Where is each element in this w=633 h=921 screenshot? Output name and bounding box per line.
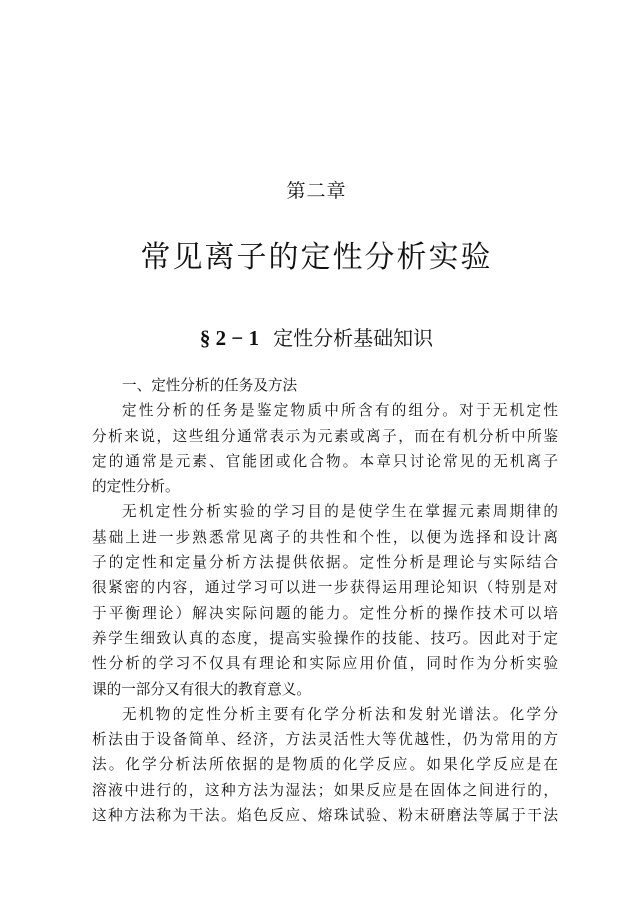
paragraph-line: 很紧密的内容，通过学习可以进一步获得运用理论知识（特别是对: [92, 579, 558, 597]
paragraph-line: 基础上进一步熟悉常见离子的共性和个性，以便为选择和设计离: [92, 528, 558, 546]
paragraph-line: 课的一部分又有很大的教育意义。: [92, 680, 311, 698]
paragraph-line: 法。化学分析法所依据的是物质的化学反应。如果化学反应是在: [92, 756, 558, 774]
chapter-title: 常见离子的定性分析实验: [140, 240, 493, 275]
subheading: 一、定性分析的任务及方法: [122, 377, 298, 394]
section-heading: [0, 322, 633, 351]
paragraph-line: 子的定性和定量分析方法提供依据。定性分析是理论与实际结合: [92, 554, 558, 572]
paragraph-line: 分析来说，这些组分通常表示为元素或离子，而在有机分析中所鉴: [92, 427, 558, 445]
section-number: § 2 − 1: [199, 326, 260, 350]
paragraph-line: 溶液中进行的，这种方法为湿法；如果反应是在固体之间进行的，: [92, 781, 558, 799]
body-text: [92, 373, 558, 828]
paragraph-line: 无机物的定性分析主要有化学分析法和发射光谱法。化学分: [122, 705, 558, 723]
chapter-label: 第二章: [286, 180, 347, 202]
paragraph-line: 定性分析的任务是鉴定物质中所含有的组分。对于无机定性: [122, 402, 558, 420]
paragraph-line: 这种方法称为干法。焰色反应、熔珠试验、粉末研磨法等属于干法: [92, 807, 558, 825]
paragraph-line: 无机定性分析实验的学习目的是使学生在掌握元素周期律的: [122, 503, 558, 521]
paragraph-line: 养学生细致认真的态度，提高实验操作的技能、技巧。因此对于定: [92, 629, 558, 647]
paragraph-line: 于平衡理论）解决实际问题的能力。定性分析的操作技术可以培: [92, 604, 558, 622]
paragraph-line: 定的通常是元素、官能团或化合物。本章只讨论常见的无机离子: [92, 452, 558, 470]
section-title: 定性分析基础知识: [273, 326, 434, 350]
paragraph-line: 析法由于设备简单、经济，方法灵活性大等优越性，仍为常用的方: [92, 731, 558, 749]
paragraph-line: 的定性分析。: [92, 478, 180, 496]
paragraph-line: 性分析的学习不仅具有理论和实际应用价值，同时作为分析实验: [92, 655, 558, 673]
